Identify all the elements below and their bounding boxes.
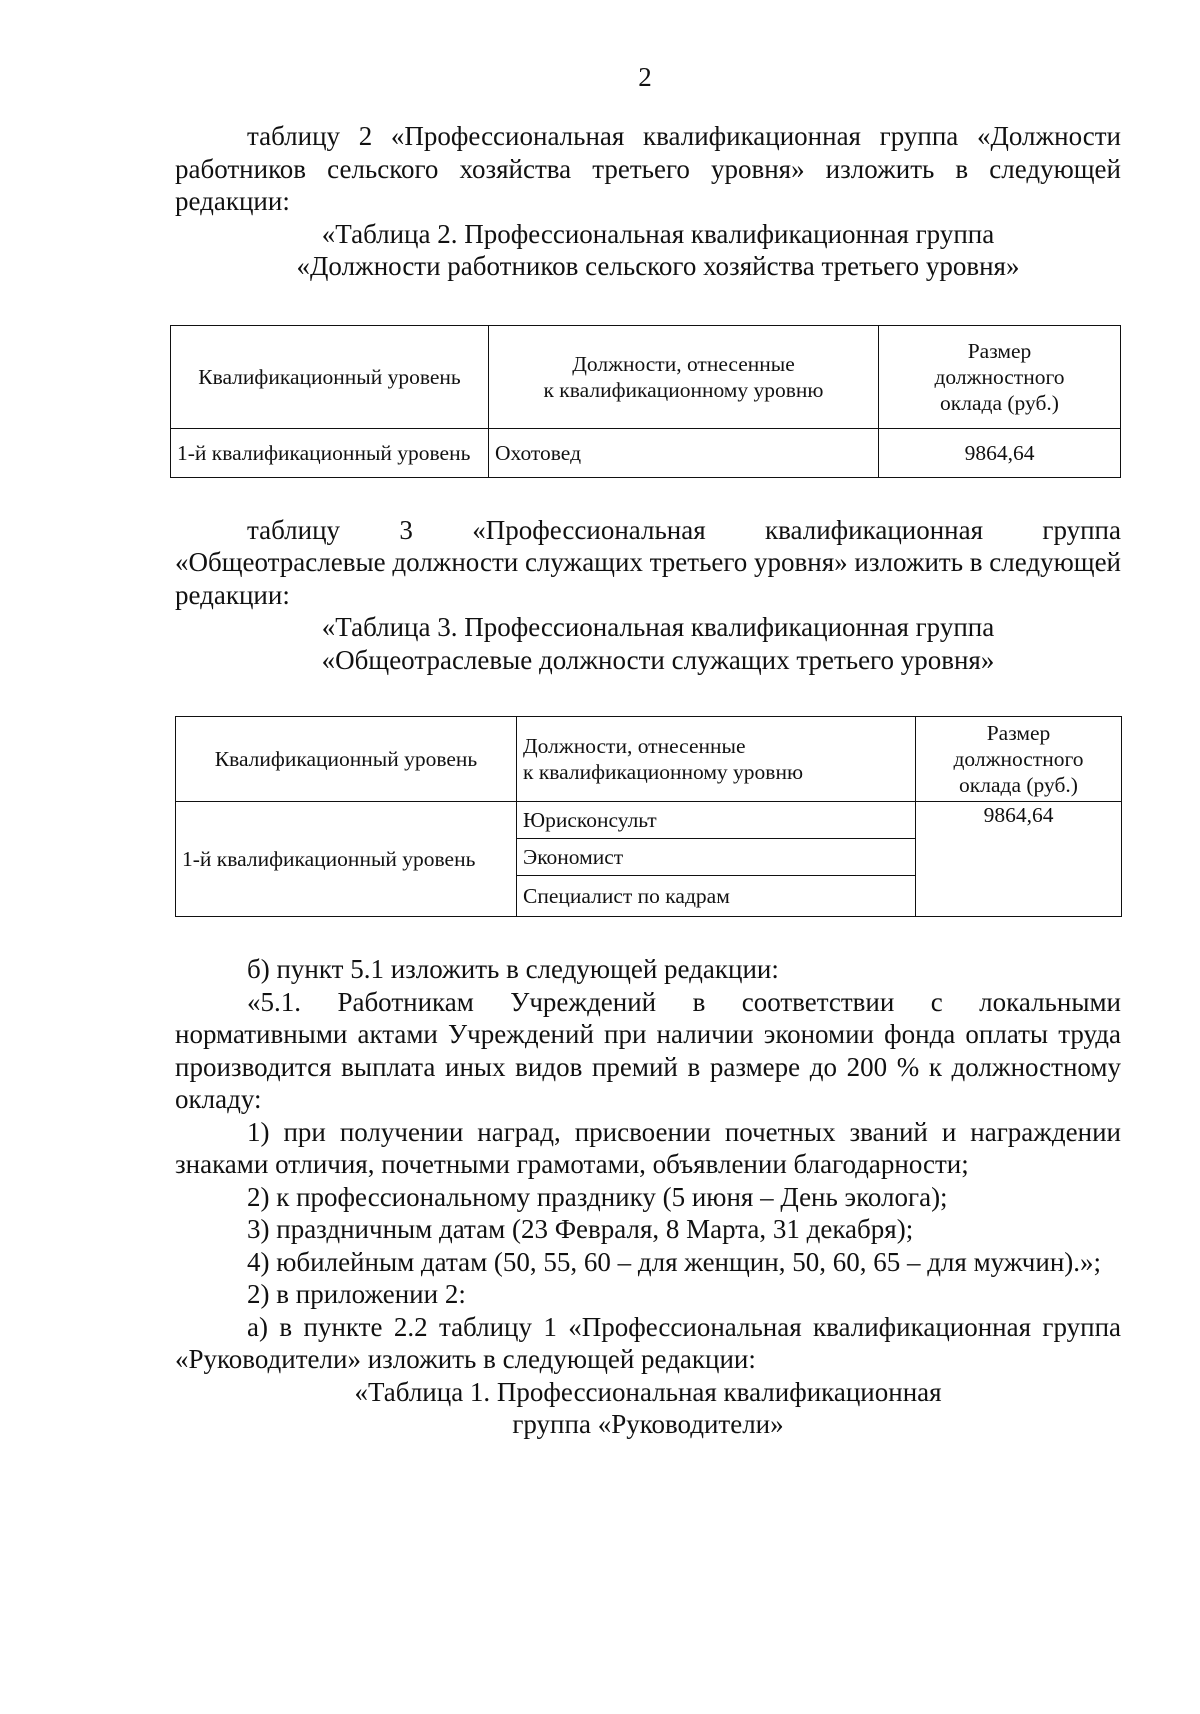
table3-cell-position-1: Юрисконсульт bbox=[517, 802, 916, 839]
table3-header-positions-line1: Должности, отнесенные bbox=[523, 734, 746, 758]
table2-header-positions-line2: к квалификационному уровню bbox=[543, 377, 824, 402]
table2-header-salary-line1: Размер bbox=[967, 338, 1032, 363]
list-item: 3) праздничным датам (23 Февраля, 8 Марта, 31 декабря); bbox=[247, 1214, 914, 1244]
table2-header-level: Квалификационный уровень bbox=[171, 325, 489, 428]
table2-header-positions bbox=[489, 325, 879, 428]
table2-header-positions-line1: Должности, отнесенные bbox=[572, 351, 795, 376]
page-number: 2 bbox=[638, 62, 652, 92]
table1-title-line2: группа «Руководители» bbox=[512, 1409, 784, 1439]
table3-cell-position-3: Специалист по кадрам bbox=[517, 876, 916, 917]
table2-header-salary-line2: должностного bbox=[934, 364, 1065, 389]
table2-title bbox=[175, 218, 1121, 283]
table3-header-positions-line2: к квалификационному уровню bbox=[523, 760, 804, 784]
list-item: 4) юбилейным датам (50, 55, 60 – для женщин, 50, 60, 65 – для мужчин).»; bbox=[247, 1246, 1102, 1277]
table1-title bbox=[175, 1376, 1121, 1441]
table3-title bbox=[175, 611, 1121, 676]
table2-cell-level: 1-й квалификационный уровень bbox=[171, 428, 489, 477]
table3-header-row bbox=[176, 717, 1122, 802]
table2-title-line2: «Должности работников сельского хозяйства третьего уровня» bbox=[296, 251, 1020, 281]
table3-title-line1: «Таблица 3. Профессиональная квалификационная группа bbox=[321, 612, 995, 642]
table3-title-line2: «Общеотраслевые должности служащих третьего уровня» bbox=[321, 644, 995, 675]
table3-cell-position-2: Экономист bbox=[517, 839, 916, 876]
list-item: 2) к профессиональному празднику (5 июня – День эколога); bbox=[247, 1181, 948, 1212]
table2-header-salary bbox=[879, 325, 1121, 428]
table3-header-positions bbox=[517, 717, 916, 802]
intro-table2-paragraph: таблицу 2 «Профессиональная квалификационная группа «Должности работников сельского хозяйства третьего уровня» изложить в следующей редакции: bbox=[175, 121, 1121, 216]
table2 bbox=[170, 325, 1121, 478]
table3-header-level: Квалификационный уровень bbox=[176, 717, 517, 802]
table2-cell-position: Охотовед bbox=[489, 428, 879, 477]
table3-cell-level: 1-й квалификационный уровень bbox=[176, 802, 517, 917]
table-row bbox=[171, 428, 1121, 477]
intro-table3-paragraph: таблицу 3 «Профессиональная квалификационная группа «Общеотраслевые должности служащих третьего уровня» изложить в следующей редакции: bbox=[175, 514, 1122, 610]
table3-header-salary-line2: должностного bbox=[953, 747, 1084, 771]
table1-title-line1: «Таблица 1. Профессиональная квалификационная bbox=[354, 1376, 942, 1407]
table3-header-salary-line1: Размер bbox=[986, 721, 1051, 745]
table3-header-salary-line3: оклада (руб.) bbox=[959, 773, 1078, 797]
list-item: 1) при получении наград, присвоении почетных званий и награждении знаками отличия, почетными грамотами, объявлении благодарности; bbox=[175, 1116, 1121, 1179]
point-b-paragraph: б) пункт 5.1 изложить в следующей редакции: bbox=[247, 954, 779, 984]
appendix-2-paragraph: 2) в приложении 2: bbox=[247, 1279, 466, 1309]
table2-cell-salary: 9864,64 bbox=[879, 428, 1121, 477]
clause-5-1-paragraph: «5.1. Работникам Учреждений в соответствии с локальными нормативными актами Учреждений при наличии экономии фонда оплаты труда производится выплата иных видов премий в размере до 200 % к должностному окладу: bbox=[175, 986, 1121, 1114]
table2-title-line1: «Таблица 2. Профессиональная квалификационная группа bbox=[321, 218, 995, 249]
table-row bbox=[176, 802, 1122, 839]
document-body bbox=[175, 120, 1121, 1441]
table3 bbox=[175, 716, 1122, 917]
point-a-paragraph: а) в пункте 2.2 таблицу 1 «Профессиональная квалификационная группа «Руководители» изложить в следующей редакции: bbox=[175, 1311, 1121, 1374]
table2-header-salary-line3: оклада (руб.) bbox=[940, 390, 1059, 415]
table3-cell-salary: 9864,64 bbox=[916, 802, 1122, 917]
table3-header-salary bbox=[916, 717, 1122, 802]
table2-header-row bbox=[171, 325, 1121, 428]
